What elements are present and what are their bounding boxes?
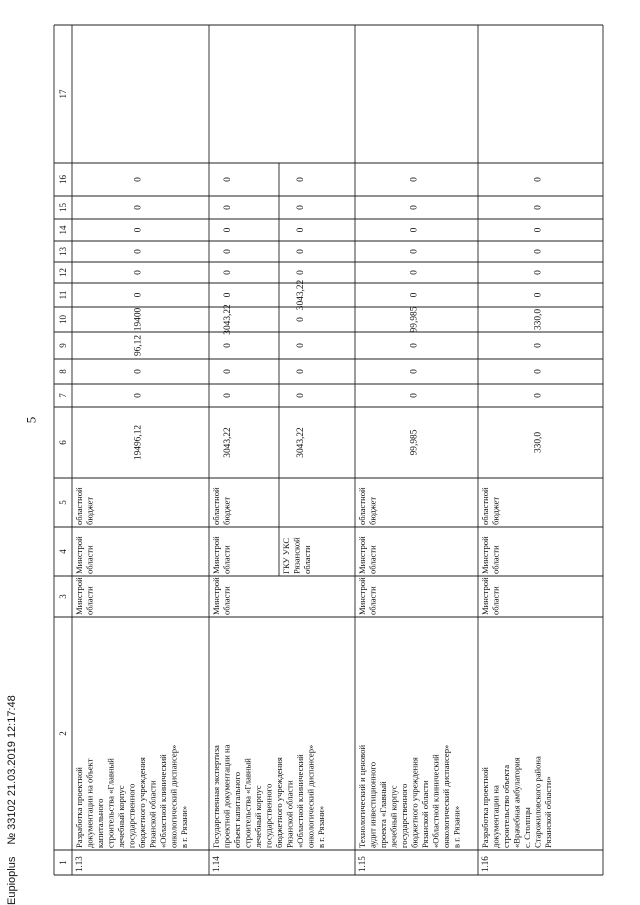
row-name: Рязанской области bbox=[147, 780, 158, 848]
header-col-14: 14 bbox=[58, 225, 68, 235]
page-number: 5 bbox=[23, 416, 39, 424]
row-name: Рязанской области bbox=[284, 780, 295, 848]
row-value: 0 bbox=[223, 369, 233, 374]
row-value: 0 bbox=[533, 343, 544, 348]
row-value: 0 bbox=[223, 270, 233, 275]
row-value: 0 bbox=[533, 205, 544, 210]
row-name: документации на объект bbox=[84, 758, 95, 848]
row-name: проекта «Главный bbox=[378, 781, 388, 848]
row-value: 0 bbox=[296, 393, 306, 398]
row-value: 0 bbox=[533, 177, 544, 182]
row-name: лечебный корпус bbox=[388, 785, 399, 848]
row-executor: Минстрой bbox=[480, 536, 490, 574]
row-name: «Областной клинический bbox=[295, 754, 305, 848]
row-responsible: Минстрой bbox=[211, 577, 221, 615]
row-value: 0 bbox=[533, 393, 544, 398]
row-source: областной bbox=[74, 487, 84, 525]
header-col-3: 3 bbox=[58, 594, 68, 599]
row-executor: Минстрой bbox=[211, 536, 221, 574]
header-col-11: 11 bbox=[58, 290, 68, 300]
header-col-13: 13 bbox=[58, 247, 68, 256]
row-source: бюджет bbox=[84, 496, 95, 525]
document-stamp bbox=[2, 605, 42, 905]
row-value: 0 bbox=[409, 270, 420, 275]
header-col-8: 8 bbox=[58, 369, 68, 374]
row-value: 0 bbox=[409, 177, 420, 182]
row-name: государственного bbox=[263, 783, 274, 848]
row-responsible: области bbox=[367, 586, 378, 615]
row-name: онкологический диспансер» bbox=[305, 744, 316, 848]
row-name: Рязанской области bbox=[420, 780, 430, 848]
header-col-2: 2 bbox=[58, 731, 68, 736]
header-col-16: 16 bbox=[58, 175, 68, 184]
row-name: в г. Рязани» bbox=[451, 805, 462, 848]
row-executor: Минстрой bbox=[357, 536, 367, 574]
row-value: 0 bbox=[223, 343, 233, 348]
row-value: 0 bbox=[533, 227, 544, 233]
row-executor: области bbox=[221, 545, 232, 574]
row-value: 0 bbox=[133, 369, 144, 374]
stamp-logo: Eupioplus bbox=[6, 856, 18, 905]
row-value: 0 bbox=[533, 369, 544, 374]
row-value: 0 bbox=[296, 317, 306, 322]
row-name: с. Столпцы bbox=[522, 807, 532, 848]
row-total: 99,985 bbox=[409, 429, 420, 456]
row-executor: области bbox=[84, 545, 95, 574]
row-responsible: области bbox=[84, 586, 95, 615]
row-name: бюджетного учреждения bbox=[137, 757, 147, 848]
row-name: строительства «Главный bbox=[242, 758, 253, 848]
row-executor: Рязанской bbox=[291, 537, 302, 574]
row-name: документации на bbox=[490, 785, 501, 848]
row-value: 0 bbox=[133, 205, 144, 210]
row-value: 0 bbox=[223, 393, 233, 398]
row-name: объект капитального bbox=[232, 771, 242, 848]
row-responsible: Минстрой bbox=[480, 577, 490, 615]
row-num: 1.15 bbox=[357, 856, 367, 872]
row-responsible: Минстрой bbox=[357, 577, 367, 615]
header-col-12: 12 bbox=[58, 268, 68, 277]
row-value: 0 bbox=[296, 369, 306, 374]
row-value: 0 bbox=[223, 177, 233, 182]
row-value: 0 bbox=[296, 270, 306, 275]
row-value: 0 bbox=[533, 270, 544, 275]
row-value: 330,0 bbox=[533, 308, 544, 331]
row-value: 0 bbox=[409, 205, 420, 210]
row-name: аудит инвестиционного bbox=[367, 761, 378, 848]
row-value: 0 bbox=[409, 343, 420, 348]
row-name: Рязанской области» bbox=[543, 776, 553, 848]
row-name: «Врачебная амбулатория bbox=[511, 757, 522, 848]
header-col-4: 4 bbox=[58, 549, 68, 554]
row-name: лечебный корпус bbox=[116, 785, 126, 848]
row-value: 0 bbox=[296, 205, 306, 210]
row-name: в г. Рязани» bbox=[179, 805, 189, 848]
row-num: 1.16 bbox=[480, 856, 490, 872]
row-value: 0 bbox=[223, 205, 233, 210]
row-name: бюджетного учреждения bbox=[409, 757, 420, 848]
row-total: 330,0 bbox=[533, 431, 544, 454]
row-name: государственного bbox=[399, 783, 409, 848]
row-value: 99,985 bbox=[409, 306, 420, 333]
row-responsible: области bbox=[490, 586, 501, 615]
row-value: 0 bbox=[533, 292, 544, 298]
row-name: капитального bbox=[95, 798, 105, 848]
row-num: 1.14 bbox=[211, 856, 221, 872]
row-value: 96,12 bbox=[133, 334, 144, 357]
row-value: 0 bbox=[133, 292, 144, 298]
row-value: 0 bbox=[409, 227, 420, 233]
row-source: бюджет bbox=[490, 496, 501, 525]
row-executor: Минстрой bbox=[74, 536, 84, 574]
row-source: областной bbox=[211, 487, 221, 525]
row-source: областной bbox=[357, 487, 367, 525]
row-name: «Областной клинический bbox=[430, 754, 441, 848]
row-name: строительства «Главный bbox=[105, 758, 116, 848]
row-value: 0 bbox=[133, 249, 144, 254]
header-col-17: 17 bbox=[58, 89, 68, 99]
row-total: 3043,22 bbox=[223, 427, 233, 458]
row-value: 3043,22 bbox=[296, 279, 306, 311]
row-total: 3043,22 bbox=[296, 427, 306, 458]
row-num: 1.13 bbox=[74, 856, 84, 872]
row-name: лечебный корпус bbox=[253, 785, 263, 848]
row-name: Старожиловского района bbox=[532, 756, 543, 848]
header-col-6: 6 bbox=[58, 440, 68, 445]
row-value: 19400 bbox=[133, 307, 144, 332]
row-value: 0 bbox=[409, 292, 420, 298]
row-executor: области bbox=[302, 545, 312, 574]
header-col-1: 1 bbox=[58, 860, 68, 865]
row-name: государственного bbox=[126, 783, 137, 848]
row-name: Технологический и ценовой bbox=[357, 744, 367, 848]
row-name: Государственная экспертиза bbox=[211, 745, 221, 848]
row-value: 0 bbox=[296, 343, 306, 348]
row-name: онкологический диспансер» bbox=[441, 744, 451, 848]
row-source: бюджет bbox=[221, 496, 232, 525]
row-value: 0 bbox=[409, 249, 420, 254]
row-name: проектной документации на bbox=[221, 744, 232, 848]
row-value: 0 bbox=[409, 369, 420, 374]
row-name: бюджетного учреждения bbox=[274, 757, 284, 848]
row-value: 0 bbox=[223, 292, 233, 298]
header-col-7: 7 bbox=[58, 393, 68, 398]
row-executor: области bbox=[490, 545, 501, 574]
row-value: 0 bbox=[133, 227, 144, 233]
row-value: 0 bbox=[409, 393, 420, 398]
row-name: «Областной клинический bbox=[158, 754, 168, 848]
row-source: областной bbox=[480, 487, 490, 525]
row-value: 0 bbox=[223, 249, 233, 254]
row-source: бюджет bbox=[367, 496, 378, 525]
row-value: 0 bbox=[133, 177, 144, 182]
stamp-doc-id: № 33102 21.03.2019 12:17:48 bbox=[6, 695, 18, 845]
header-col-9: 9 bbox=[58, 343, 68, 348]
header-col-15: 15 bbox=[58, 203, 68, 212]
row-total: 19496,12 bbox=[133, 424, 144, 461]
row-value: 0 bbox=[133, 270, 144, 275]
row-value: 0 bbox=[533, 249, 544, 254]
row-value: 0 bbox=[296, 249, 306, 254]
row-responsible: области bbox=[221, 586, 232, 615]
header-col-10: 10 bbox=[58, 315, 68, 324]
row-name: онкологический диспансер» bbox=[168, 744, 179, 848]
row-name: Разработка проектной bbox=[74, 767, 84, 848]
row-value: 0 bbox=[223, 227, 233, 233]
row-executor: области bbox=[367, 545, 378, 574]
row-value: 0 bbox=[133, 393, 144, 398]
row-name: строительство объекта bbox=[501, 764, 511, 848]
header-col-5: 5 bbox=[58, 500, 68, 505]
row-value: 0 bbox=[296, 177, 306, 182]
row-value: 3043,22 bbox=[223, 304, 233, 335]
row-executor: ГКУ УКС bbox=[281, 537, 291, 574]
row-value: 0 bbox=[296, 227, 306, 233]
row-responsible: Минстрой bbox=[74, 577, 84, 615]
row-name: Разработка проектной bbox=[480, 767, 490, 848]
row-name: в г. Рязани» bbox=[316, 805, 326, 848]
